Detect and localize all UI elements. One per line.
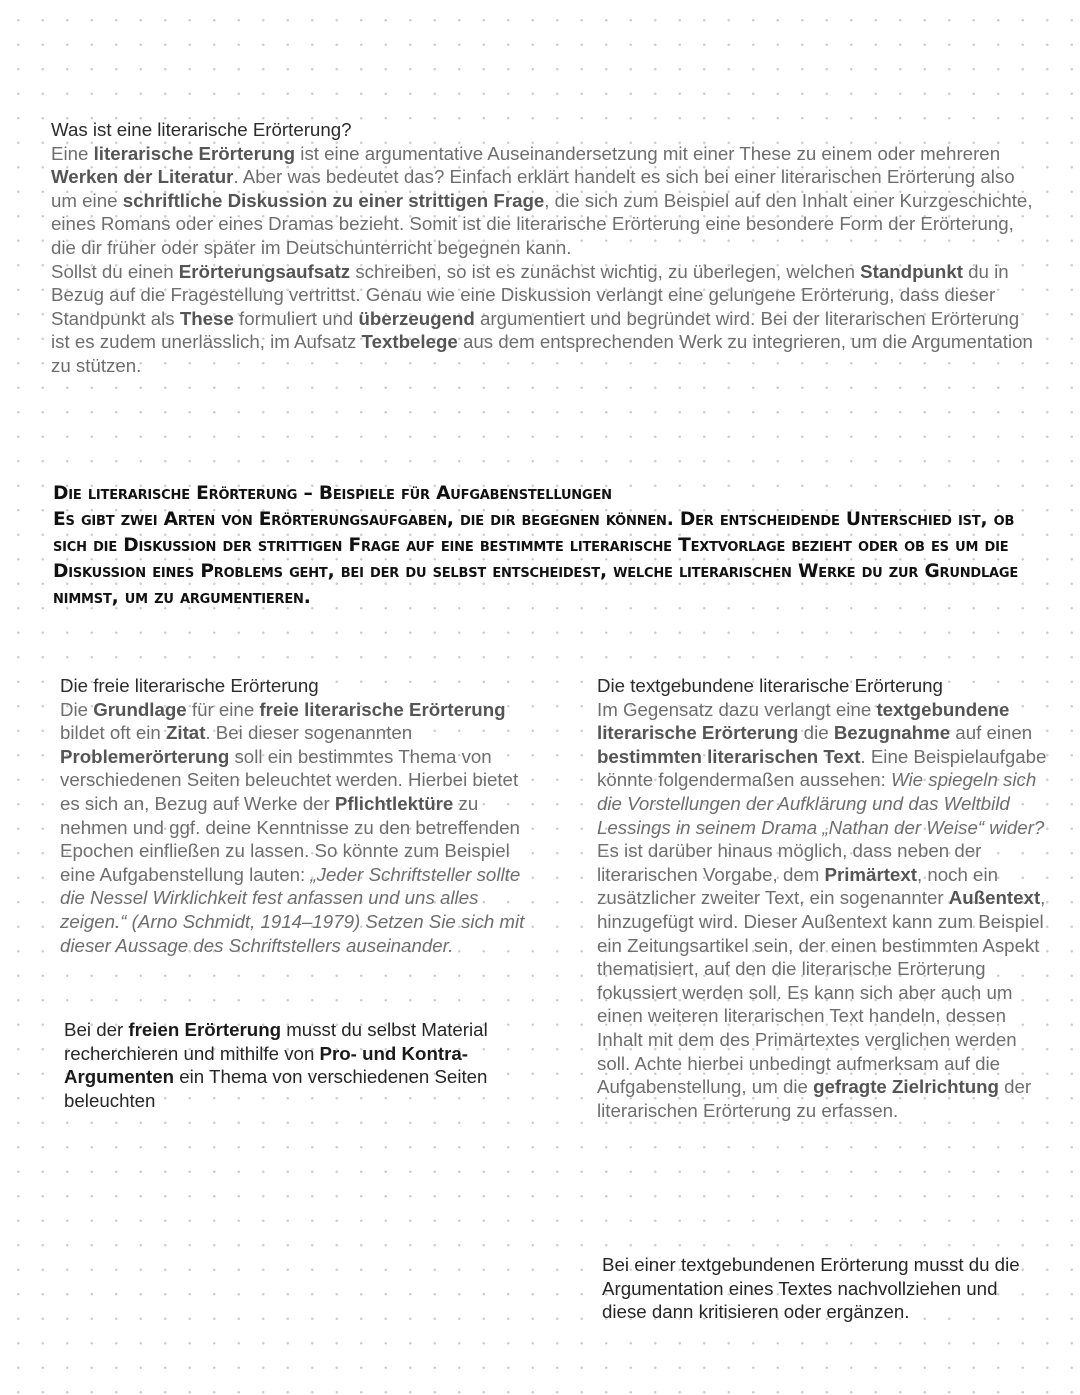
text-run: Pro- und Kontra-Argumenten — [64, 1042, 468, 1088]
text-run: schriftliche Diskussion zu einer strittigen Frage — [122, 189, 545, 211]
text-run: . Aber was bedeutet das? Einfach erklärt handelt es sich bei einer literarischen Erörterung also um eine — [51, 166, 1015, 211]
text-run: Im Gegensatz dazu verlangt eine — [597, 698, 877, 720]
text-run: Eine — [51, 142, 94, 164]
examples-body: Es gibt zwei Arten von Erörterungsaufgaben, die dir begegnen können. Der entscheidende Unterschied ist, ob sich die Diskussion der strittigen Frage auf eine bestimmte literarische Textvorlage bezieht oder ob es um die Diskussion eines Problems geht, bei der du selbst entscheidest, welche literarischen Werke du zur Grundlage nimmst, um zu argumentieren. — [53, 509, 1019, 608]
text-run: . Bei dieser sogenannten — [205, 722, 413, 744]
intro-paragraph-1 — [51, 142, 1041, 260]
text-run: Sollst du einen — [51, 260, 179, 282]
text-run: Pflichtlektüre — [334, 792, 454, 814]
free-discussion-body — [60, 698, 530, 958]
text-run: Erörterungsaufsatz — [178, 260, 351, 282]
text-run: die — [798, 722, 834, 744]
text-run: für eine — [186, 698, 260, 720]
text-run: Textbelege — [361, 331, 458, 353]
free-discussion-title: Die freie literarische Erörterung — [60, 675, 319, 696]
text-run: bestimmten literarischen Text — [597, 745, 861, 767]
text-run: „Jeder Schriftsteller sollte die Nessel Wirklichkeit fest anfassen und uns alles zeigen.“ (Arno Schmidt, 1914–1979) Setzen Sie sich mit dieser Aussage des Schriftstellers auseinander. — [60, 863, 525, 956]
textbound-discussion-body — [597, 698, 1047, 1123]
text-run: du in Bezug auf die Fragestellung vertrittst. Genau wie eine Diskussion verlangt eine gelungene Erörterung, dass dieser Standpunkt als — [51, 260, 1009, 329]
text-run: soll ein bestimmtes Thema von verschiedenen Seiten beleuchtet werden. Hierbei bietet es sich an, Bezug auf Werke der — [60, 745, 519, 814]
text-run: der literarischen Erörterung zu erfassen. — [597, 1076, 1032, 1121]
text-run: schreiben, so ist es zunächst wichtig, zu überlegen, welchen — [350, 260, 861, 282]
text-run: zu nehmen und ggf. deine Kenntnisse zu den betreffenden Epochen einfließen zu lassen. So könnte zum Beispiel eine Aufgabenstellung lauten: — [60, 792, 520, 885]
text-run: literarische Erörterung — [93, 142, 296, 164]
text-run: aus dem entsprechenden Werk zu integrieren, um die Argumentation zu stützen. — [51, 331, 1033, 376]
text-run: überzeugend — [358, 307, 475, 329]
textbound-discussion-note-text: Bei einer textgebundenen Erörterung musst du die Argumentation eines Textes nachvollziehen und diese dann kritisieren oder ergänzen. — [602, 1254, 1020, 1323]
text-run: . Eine Beispielaufgabe könnte folgendermaßen aussehen: — [597, 745, 1047, 791]
text-run: ein Thema von verschiedenen Seiten beleuchten — [64, 1066, 488, 1111]
textbound-discussion-title: Die textgebundene literarische Erörterung — [597, 675, 943, 696]
text-run: Wie spiegeln sich die Vorstellungen der Aufklärung und das Weltbild Lessings in seinem Drama „Nathan der Weise“ wider? — [597, 769, 1045, 838]
intro-section — [51, 118, 1041, 378]
text-run: Außentext — [948, 887, 1041, 909]
text-run: textgebundene literarische Erörterung — [597, 698, 1010, 744]
free-discussion-column — [60, 674, 530, 957]
text-run: Grundlage — [93, 698, 187, 720]
text-run: argumentiert und begründet wird. Bei der literarischen Erörterung ist es zudem unerlässlich, im Aufsatz — [51, 307, 1020, 353]
text-run: freie literarische Erörterung — [259, 698, 506, 720]
text-run: These — [179, 307, 234, 329]
text-run: Es ist darüber hinaus möglich, dass neben der literarischen Vorgabe, dem — [597, 840, 982, 885]
text-run: , noch ein zusätzlicher zweiter Text, ein sogenannter — [597, 863, 998, 909]
text-run: Bezugnahme — [833, 722, 951, 744]
free-discussion-note-text — [64, 1018, 534, 1112]
text-run: Die — [60, 698, 94, 720]
textbound-discussion-column — [597, 674, 1047, 1122]
text-run: Werken der Literatur — [51, 166, 234, 188]
text-run: Zitat — [165, 722, 206, 744]
examples-title: Die literarische Erörterung – Beispiele für Aufgabenstellungen — [53, 483, 612, 504]
textbound-discussion-note — [602, 1253, 1047, 1324]
text-run: Primärtext — [824, 863, 917, 885]
text-run: ist eine argumentative Auseinandersetzung mit einer These zu einem oder mehreren — [295, 142, 1001, 164]
examples-section — [53, 481, 1053, 611]
text-run: formuliert und — [233, 307, 359, 329]
free-discussion-note — [64, 1018, 534, 1112]
intro-title: Was ist eine literarische Erörterung? — [51, 119, 352, 140]
text-run: Problemerörterung — [60, 745, 230, 767]
text-run: musst du selbst Material recherchieren und mithilfe von — [64, 1019, 488, 1064]
text-run: gefragte Zielrichtung — [813, 1076, 999, 1098]
text-run: bildet oft ein — [60, 722, 166, 744]
text-run: auf einen — [950, 722, 1033, 744]
text-run: freien Erörterung — [128, 1019, 282, 1040]
intro-paragraph-2 — [51, 260, 1041, 378]
text-run: Bei der — [64, 1019, 129, 1040]
text-run: , die sich zum Beispiel auf den Inhalt einer Kurzgeschichte, eines Romans oder eines Dramas bezieht. Somit ist die literarische Erörterung eine besondere Form der Erörterung, die dir früher oder später im Deutschunterricht begegnen kann. — [51, 189, 1033, 258]
text-run: Standpunkt — [860, 260, 963, 282]
text-run: , hinzugefügt wird. Dieser Außentext kann zum Beispiel ein Zeitungsartikel sein, der einen bestimmten Aspekt thematisiert, auf den die literarische Erörterung fokussiert werden soll. Es kann sich aber auch um einen weiteren literarischen Text handeln, dessen Inhalt mit dem des Primärtextes verglichen werden soll. Achte hierbei unbedingt aufmerksam auf die Aufgabenstellung, um die — [597, 887, 1046, 1098]
